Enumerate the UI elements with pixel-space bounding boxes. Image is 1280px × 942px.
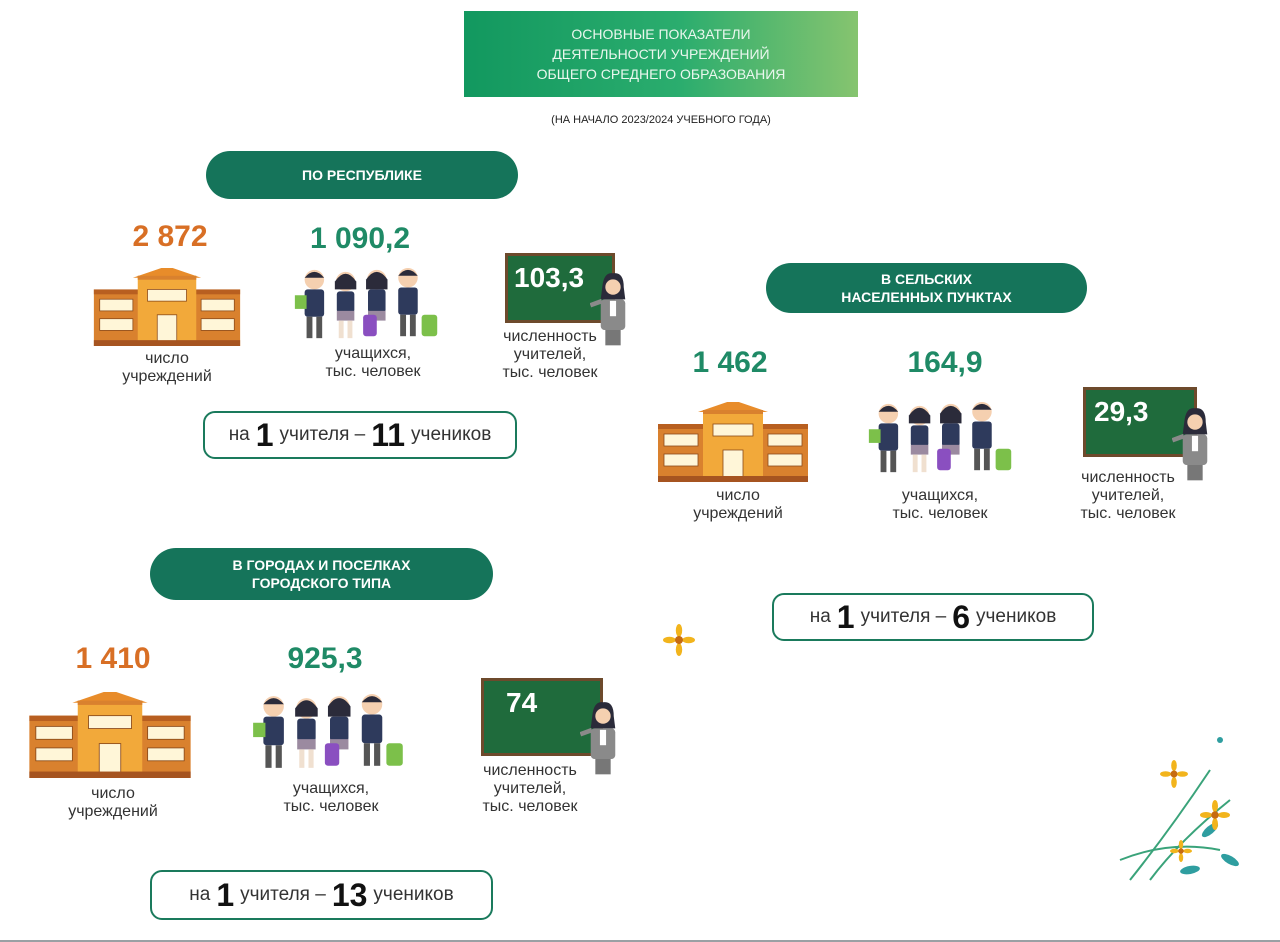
label-line: учителей, (1091, 487, 1165, 504)
rural-students-label (865, 487, 1015, 523)
urban-institutions-label (38, 785, 188, 821)
school-building-icon (92, 268, 242, 346)
title-line-3: ОБЩЕГО СРЕДНЕГО ОБРАЗОВАНИЯ (536, 66, 786, 82)
rural-ratio-box (772, 593, 1094, 641)
ratio-teacher-count: 1 (216, 876, 235, 913)
republic-ratio-box (203, 411, 517, 459)
label-line: учреждений (68, 803, 158, 820)
rural-teachers-value: 29,3 (1094, 396, 1149, 427)
republic-institutions-value: 2 872 (132, 220, 208, 253)
ratio-suffix: учеников (373, 884, 454, 905)
label-line: тыс. человек (1080, 505, 1176, 522)
ratio-prefix: на (809, 606, 831, 627)
ratio-students-count: 11 (371, 416, 406, 453)
label-line: число (145, 350, 189, 367)
rural-heading (766, 263, 1087, 313)
main-title-banner (464, 11, 858, 97)
ratio-teacher-count: 1 (255, 416, 274, 453)
urban-ratio-box (150, 870, 493, 920)
school-building-icon (29, 692, 191, 778)
label-line: тыс. человек (283, 798, 379, 815)
label-line: тыс. человек (325, 363, 421, 380)
label-line: учреждений (693, 505, 783, 522)
label-line: учителей, (513, 346, 587, 363)
republic-teachers-label (490, 328, 610, 382)
republic-heading (206, 151, 518, 199)
label-line: тыс. человек (892, 505, 988, 522)
ratio-suffix: учеников (411, 424, 492, 445)
label-line: учреждений (122, 368, 212, 385)
students-group-icon (862, 400, 1022, 478)
rural-teachers-label (1068, 469, 1188, 523)
label-line: учащихся, (901, 487, 979, 504)
label-line: тыс. человек (482, 798, 578, 815)
republic-students-value: 1 090,2 (309, 222, 411, 255)
urban-students-label (256, 780, 406, 816)
label-line: численность (1081, 469, 1175, 486)
urban-teachers-value: 74 (506, 687, 538, 718)
urban-institutions-value: 1 410 (75, 642, 151, 675)
ratio-suffix: учеников (976, 606, 1057, 627)
urban-heading-line-2: ГОРОДСКОГО ТИПА (251, 575, 392, 591)
subtitle: (НА НАЧАЛО 2023/2024 УЧЕБНОГО ГОДА) (551, 114, 771, 126)
label-line: учителей, (493, 780, 567, 797)
republic-students-label (298, 345, 448, 381)
urban-students-value: 925,3 (287, 642, 363, 675)
ratio-middle: учителя – (279, 424, 366, 445)
ratio-students-count: 13 (331, 876, 368, 913)
title-line-1: ОСНОВНЫЕ ПОКАЗАТЕЛИ (571, 26, 751, 42)
label-line: учащихся, (334, 345, 412, 362)
urban-heading (150, 548, 493, 600)
students-group-icon (288, 266, 448, 344)
label-line: численность (483, 762, 577, 779)
ratio-prefix: на (189, 884, 211, 905)
rural-heading-line-2: НАСЕЛЕННЫХ ПУНКТАХ (841, 289, 1012, 305)
ratio-middle: учителя – (860, 606, 947, 627)
rural-institutions-label (663, 487, 813, 523)
ratio-prefix: на (228, 424, 250, 445)
rural-heading-line-1: В СЕЛЬСКИХ (880, 271, 973, 287)
rural-institutions-value: 1 462 (692, 346, 768, 379)
ratio-middle: учителя – (240, 884, 326, 905)
label-line: число (716, 487, 760, 504)
republic-heading-text: ПО РЕСПУБЛИКЕ (302, 167, 422, 183)
label-line: численность (503, 328, 597, 345)
ratio-teacher-count: 1 (836, 598, 855, 635)
label-line: тыс. человек (502, 364, 598, 381)
republic-teachers-value: 103,3 (514, 262, 585, 293)
flower-bouquet-icon (1110, 730, 1250, 890)
rural-students-value: 164,9 (907, 346, 983, 379)
ratio-students-count: 6 (952, 598, 971, 635)
urban-heading-line-1: В ГОРОДАХ И ПОСЕЛКАХ (232, 557, 411, 573)
flower-icon (663, 624, 695, 656)
label-line: учащихся, (292, 780, 370, 797)
label-line: число (91, 785, 135, 802)
title-line-2: ДЕЯТЕЛЬНОСТИ УЧРЕЖДЕНИЙ (552, 46, 770, 62)
students-group-icon (245, 692, 415, 774)
republic-institutions-label (92, 350, 242, 386)
school-building-icon (658, 402, 808, 482)
urban-teachers-label (470, 762, 590, 816)
